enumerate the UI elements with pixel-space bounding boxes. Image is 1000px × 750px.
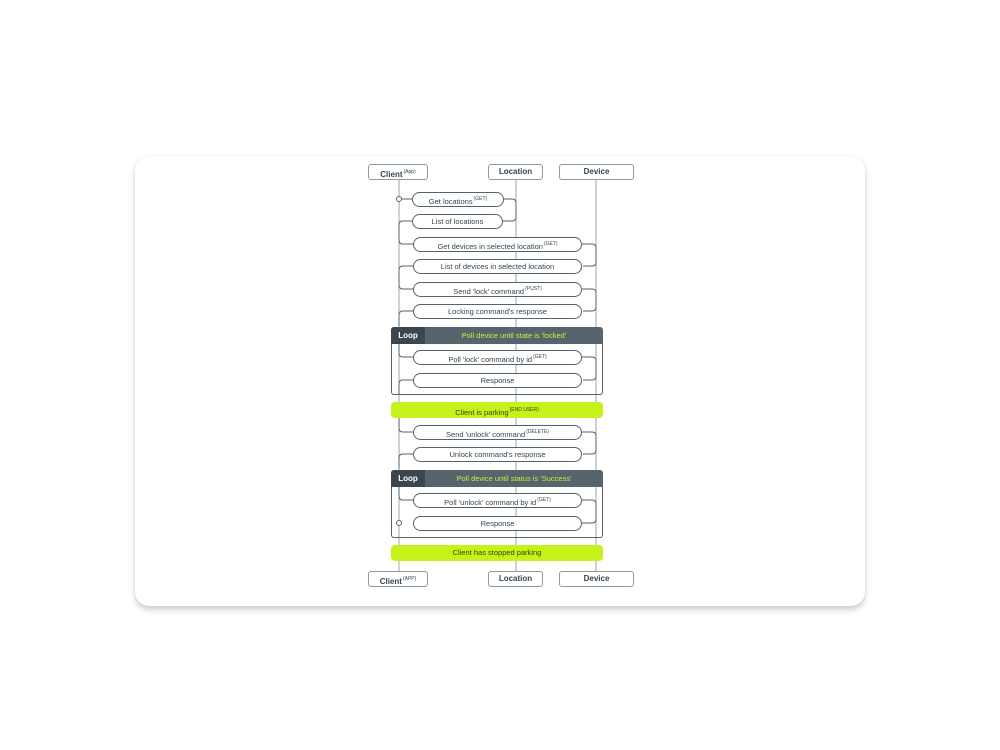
arrow-send-lock [399, 266, 413, 289]
arrow-lock-response [582, 289, 596, 311]
arrow-get-devices [399, 221, 413, 244]
message-send-lock: Send 'lock' command$^{(PUST)}$ [413, 282, 582, 297]
loop-unlock-header [391, 470, 603, 487]
message-lock-response: Locking command's response [413, 304, 582, 319]
participant-client-top: Client$^{(App)}$ [368, 164, 428, 180]
message-unlock-response: Unlock command's response [413, 447, 582, 462]
message-get-devices: Get devices in selected location$^{(GET)}$ [413, 237, 582, 252]
participant-device-top: Device [559, 164, 634, 180]
arrow-list-devices [582, 244, 596, 266]
arrow-send-unlock [399, 418, 413, 432]
arrow-list-locations [503, 199, 516, 221]
participant-client-bottom: Client$^{(APP)}$ [368, 571, 428, 587]
loop-lock-header [391, 327, 603, 344]
message-poll-lock-response: Response [413, 373, 582, 388]
note-client-stopped-parking: Client has stopped parking [391, 545, 603, 561]
loop-title: Poll device until status is 'Success' [456, 474, 572, 483]
loop-title: Poll device until state is 'locked' [461, 331, 567, 340]
loop-tag: Loop [391, 327, 425, 344]
start-marker [397, 197, 402, 202]
participant-location-top: Location [488, 164, 543, 180]
message-get-locations: Get locations$^{(GET)}$ [412, 192, 504, 207]
message-poll-unlock-response: Response [413, 516, 582, 531]
note-client-parking: Client is parking$^{(END USER)}$ [391, 402, 603, 418]
message-list-devices: List of devices in selected location [413, 259, 582, 274]
message-list-locations: List of locations [412, 214, 503, 229]
arrow-unlock-response [582, 432, 596, 454]
participant-location-bottom: Location [488, 571, 543, 587]
message-send-unlock: Send 'unlock' command$^{(DELETE)}$ [413, 425, 582, 440]
participant-device-bottom: Device [559, 571, 634, 587]
message-poll-lock: Poll 'lock' command by $id^{(GET)}$ [413, 350, 582, 365]
loop-tag: Loop [391, 470, 425, 487]
message-poll-unlock: Poll 'unlock' command by $id^{(GET)}$ [413, 493, 582, 508]
